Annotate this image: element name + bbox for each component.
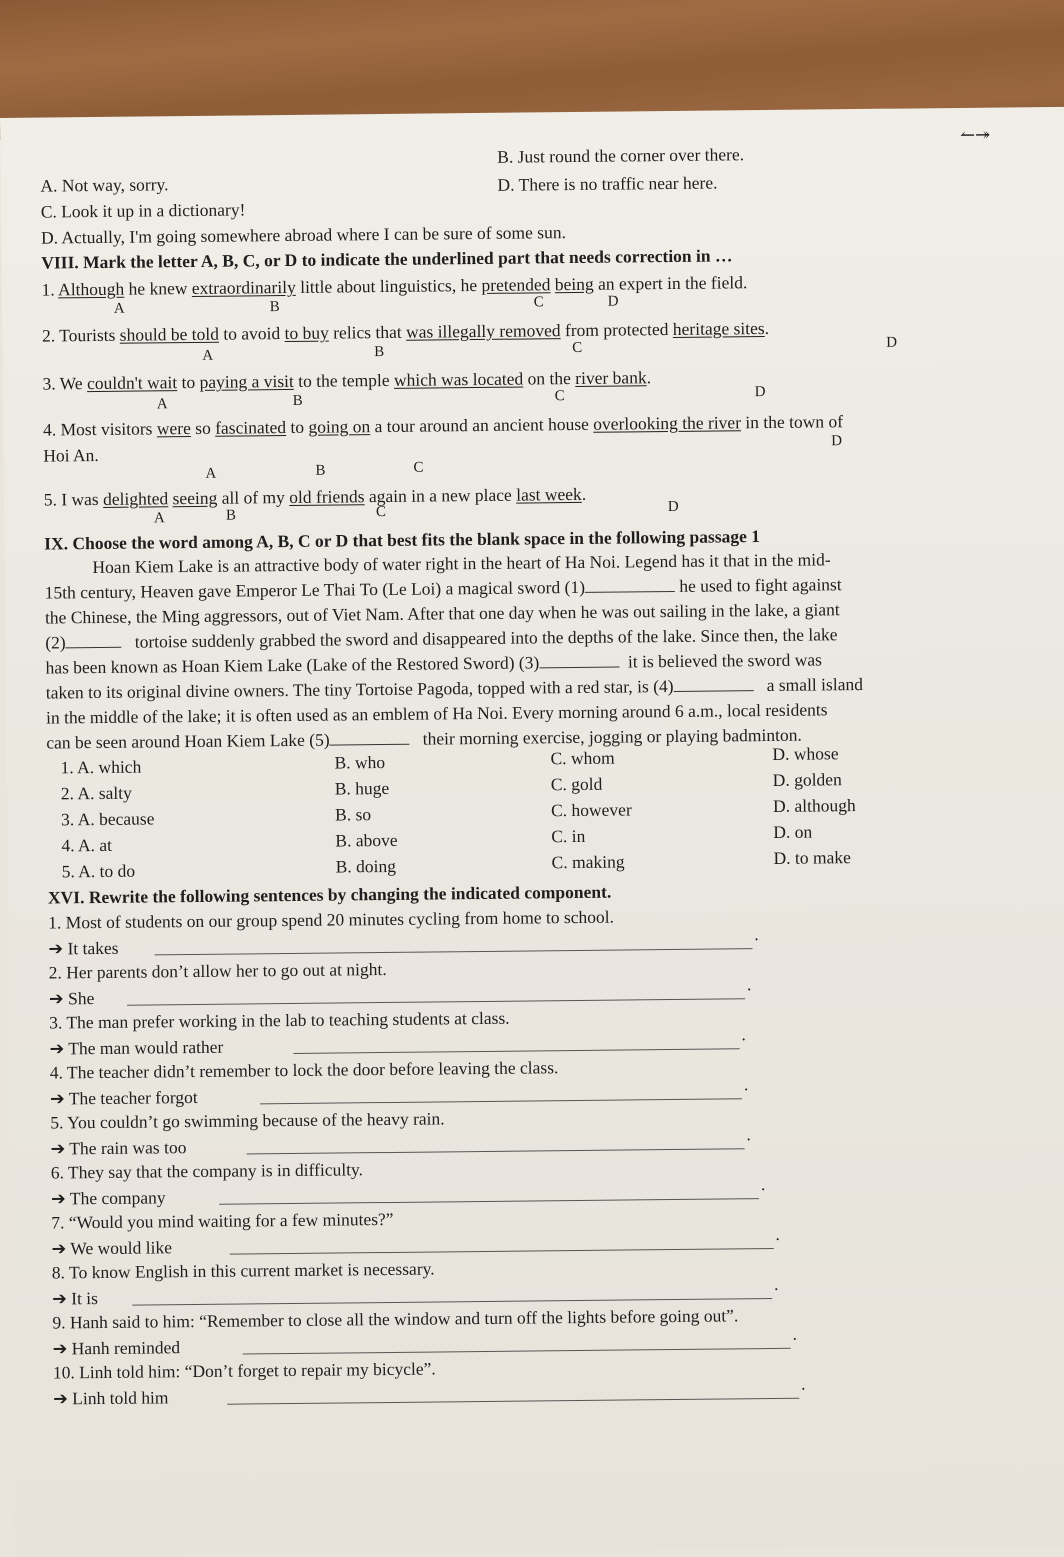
question-8-4-cont: Hoi An. — [43, 444, 99, 466]
prev-option-a: A. Not way, sorry. — [40, 174, 169, 196]
rewrite-a8-prompt: ➔ It is — [52, 1288, 99, 1309]
rewrite-a4-prompt: ➔ The teacher forgot — [49, 1086, 198, 1109]
q5-part-a: delighted — [102, 488, 169, 509]
rewrite-a1-period: . — [754, 924, 759, 945]
question-8-5: 5. I was delighted seeing all of my old friends again in a new place last week. — [43, 483, 587, 510]
q4-part-b: fascinated — [215, 417, 287, 438]
rewrite-a9-period: . — [792, 1323, 798, 1344]
option-4-c: C. in — [551, 825, 586, 847]
option-2-d: D. golden — [772, 769, 842, 790]
q2-label-b: B — [374, 343, 385, 361]
rewrite-a3-line[interactable] — [294, 1048, 740, 1054]
rewrite-a2-prompt: ➔ She — [48, 988, 95, 1009]
blank-1[interactable] — [585, 591, 675, 593]
rewrite-a5-period: . — [746, 1124, 751, 1145]
rewrite-a3-period: . — [741, 1024, 746, 1045]
blank-5[interactable] — [330, 744, 410, 746]
passage-line-1: Hoan Kiem Lake is an attractive body of water right in the heart of Ha Noi. Legend has it that in the mid- — [92, 549, 831, 578]
passage-line-5: has been known as Hoan Kiem Lake (Lake of the Restored Sword) (3) it is believed the sword was — [45, 649, 822, 678]
prev-option-d-extra: D. Actually, I'm going somewhere abroad where I can be sure of some sun. — [40, 222, 567, 248]
q5-part-c: old friends — [289, 486, 365, 507]
rewrite-a7-line[interactable] — [230, 1248, 774, 1255]
option-1-d: D. whose — [772, 743, 839, 764]
q3-part-d: river bank — [575, 367, 647, 388]
rewrite-q4: 4. The teacher didn’t remember to lock the door before leaving the class. — [49, 1057, 559, 1083]
q4-part-a: were — [156, 418, 191, 439]
rewrite-q8: 8. To know English in this current market is necessary. — [51, 1258, 435, 1283]
rewrite-q5: 5. You couldn’t go swimming because of the heavy rain. — [50, 1108, 445, 1133]
arrow-icon: ➔ — [49, 1038, 65, 1059]
rewrite-a7-period: . — [775, 1223, 780, 1244]
rewrite-a3-prompt: ➔ The man would rather — [49, 1036, 224, 1059]
rewrite-q2: 2. Her parents don’t allow her to go out at night. — [48, 958, 387, 983]
question-8-4: 4. Most visitors were so fascinated to going on a tour around an ancient house overlooking the river in the town of — [42, 411, 844, 440]
rewrite-a2-period: . — [746, 974, 752, 995]
rewrite-a10-line[interactable] — [227, 1398, 799, 1405]
question-8-2: 2. Tourists should be told to avoid to buy relics that was illegally removed from protected heritage sites. — [41, 317, 770, 346]
q2-label-d: D — [886, 334, 898, 351]
blank-2[interactable] — [66, 647, 122, 649]
q4-part-d: overlooking the river — [593, 412, 742, 434]
rewrite-a1-prompt: ➔ It takes — [48, 937, 119, 959]
option-2-c: C. gold — [550, 773, 603, 795]
q5-label-d: D — [667, 498, 679, 516]
option-1-a: 1. A. which — [60, 756, 142, 778]
arrow-icon: ➔ — [52, 1288, 67, 1309]
q1-part-d: being — [554, 273, 594, 295]
rewrite-q7: 7. “Would you mind waiting for a few minutes?” — [51, 1208, 394, 1233]
rewrite-a10-prompt: ➔ Linh told him — [53, 1387, 169, 1409]
rewrite-a5-line[interactable] — [247, 1148, 745, 1154]
prev-option-d: D. There is no traffic near here. — [497, 172, 718, 195]
arrow-icon: ➔ — [48, 938, 64, 959]
prev-option-c: C. Look it up in a dictionary! — [40, 199, 246, 222]
passage-line-8: can be seen around Hoan Kiem Lake (5) their morning exercise, jogging or playing badminton. — [46, 724, 802, 753]
arrow-icon: ➔ — [53, 1388, 68, 1409]
prev-option-b: B. Just round the corner over there. — [497, 144, 745, 167]
arrow-icon: ➔ — [49, 1088, 65, 1109]
rewrite-q6: 6. They say that the company is in difficulty. — [50, 1159, 364, 1183]
q4-label-b: B — [315, 462, 326, 479]
q1-label-d: D — [607, 293, 619, 310]
q2-label-a: A — [202, 347, 214, 364]
blank-3[interactable] — [539, 667, 619, 669]
option-5-b: B. doing — [335, 855, 397, 877]
arrow-icon: ➔ — [48, 988, 64, 1009]
q1-label-a: A — [113, 300, 125, 317]
option-4-b: B. above — [335, 829, 398, 851]
q5-label-b: B — [225, 507, 237, 524]
passage-line-3: the Chinese, the Ming aggressors, out of Viet Nam. After that one day when he was out sailing in the lake, a giant — [44, 599, 840, 628]
q3-label-c: C — [554, 388, 565, 405]
q4-part-c: going on — [308, 416, 371, 437]
q3-part-b: paying a visit — [199, 370, 294, 392]
q1-label-b: B — [269, 299, 280, 316]
arrow-icon: ➔ — [52, 1338, 68, 1359]
section-9-title: IX. Choose the word among A, B, C or D that best fits the blank space in the following passage 1 — [44, 526, 761, 554]
option-3-b: B. so — [334, 804, 372, 825]
q4-label-c: C — [413, 459, 424, 476]
q3-label-a: A — [156, 396, 168, 413]
q3-part-c: which was located — [393, 368, 524, 390]
q3-label-b: B — [292, 392, 303, 409]
q2-label-c: C — [572, 339, 583, 357]
option-1-b: B. who — [334, 752, 386, 773]
q2-part-c: was illegally removed — [405, 320, 561, 342]
arrow-icon: ➔ — [50, 1188, 66, 1209]
rewrite-a1-line[interactable] — [155, 948, 753, 955]
option-5-a: 5. A. to do — [61, 860, 136, 882]
q4-label-a: A — [205, 465, 217, 482]
option-5-d: D. to make — [773, 847, 851, 868]
rewrite-a6-prompt: ➔ The company — [50, 1187, 166, 1209]
option-2-b: B. huge — [334, 777, 390, 799]
rewrite-a2-line[interactable] — [127, 998, 745, 1005]
rewrite-a9-prompt: ➔ Hanh reminded — [52, 1337, 181, 1359]
q1-part-a: Although — [58, 278, 125, 300]
option-2-a: 2. A. salty — [60, 782, 132, 804]
arrow-icon: ➔ — [51, 1238, 67, 1259]
rewrite-a4-period: . — [743, 1074, 749, 1095]
q3-label-d: D — [754, 383, 766, 401]
rewrite-a4-line[interactable] — [260, 1098, 742, 1104]
q2-part-a: should be told — [119, 323, 220, 345]
rewrite-q1: 1. Most of students on our group spend 20 minutes cycling from home to school. — [48, 906, 615, 933]
q5-part-d: last week — [516, 483, 582, 505]
q1-part-c: pretended — [481, 274, 551, 295]
passage-line-7: in the middle of the lake; it is often used as an emblem of Ha Noi. Every morning around 6 a.m., local residents — [45, 699, 828, 728]
arrow-icon: ➔ — [50, 1138, 66, 1159]
passage-line-2: 15th century, Heaven gave Emperor Le Thai To (Le Loi) a magical sword (1) he used to fight against — [44, 574, 842, 603]
q5-part-b: seeing — [172, 487, 218, 509]
rewrite-a8-period: . — [773, 1273, 779, 1294]
rewrite-a8-line[interactable] — [132, 1298, 772, 1306]
option-3-a: 3. A. because — [61, 808, 155, 830]
passage-line-4: (2) tortoise suddenly grabbed the sword and disappeared into the depths of the lake. Since then, the lake — [45, 624, 838, 653]
passage-line-6: taken to its original divine owners. The tiny Tortoise Pagoda, topped with a red star, is (4) a small island — [45, 673, 864, 703]
rewrite-q3: 3. The man prefer working in the lab to teaching students at class. — [49, 1007, 510, 1033]
q2-part-b: to buy — [284, 322, 329, 344]
rewrite-a9-line[interactable] — [243, 1348, 791, 1355]
option-4-d: D. on — [773, 821, 813, 842]
option-1-c: C. whom — [550, 747, 615, 769]
rewrite-a7-prompt: ➔ We would like — [51, 1237, 173, 1259]
rewrite-q10: 10. Linh told him: “Don’t forget to repair my bicycle”. — [52, 1358, 436, 1383]
pen-mark-icon: ↼↠ — [959, 124, 991, 145]
option-4-a: 4. A. at — [61, 834, 113, 856]
option-3-c: C. however — [550, 799, 632, 821]
section-8-title: VIII. Mark the letter A, B, C, or D to indicate the underlined part that needs correction in … — [41, 245, 733, 273]
q2-part-d: heritage sites — [672, 318, 765, 339]
q4-label-d: D — [831, 433, 843, 450]
option-5-c: C. making — [551, 851, 625, 873]
q5-label-c: C — [375, 503, 387, 521]
q3-part-a: couldn't wait — [86, 372, 178, 394]
question-8-1: 1. Although he knew extraordinarily little about linguistics, he pretended being an expert in the field. — [41, 272, 748, 300]
rewrite-q9: 9. Hanh said to him: “Remember to close all the window and turn off the lights before going out”. — [52, 1305, 739, 1333]
question-8-3: 3. We couldn't wait to paying a visit to the temple which was located on the river bank. — [42, 367, 652, 394]
q1-part-b: extraordinarily — [191, 276, 296, 298]
section-16-title: XVI. Rewrite the following sentences by changing the indicated component. — [47, 881, 612, 908]
rewrite-a10-period: . — [800, 1373, 806, 1394]
rewrite-a6-line[interactable] — [219, 1198, 759, 1205]
blank-4[interactable] — [674, 690, 754, 692]
rewrite-a6-period: . — [760, 1174, 766, 1195]
option-3-d: D. although — [772, 795, 856, 816]
q5-label-a: A — [153, 510, 165, 527]
rewrite-a5-prompt: ➔ The rain was too — [50, 1137, 187, 1159]
q1-label-c: C — [533, 294, 544, 311]
